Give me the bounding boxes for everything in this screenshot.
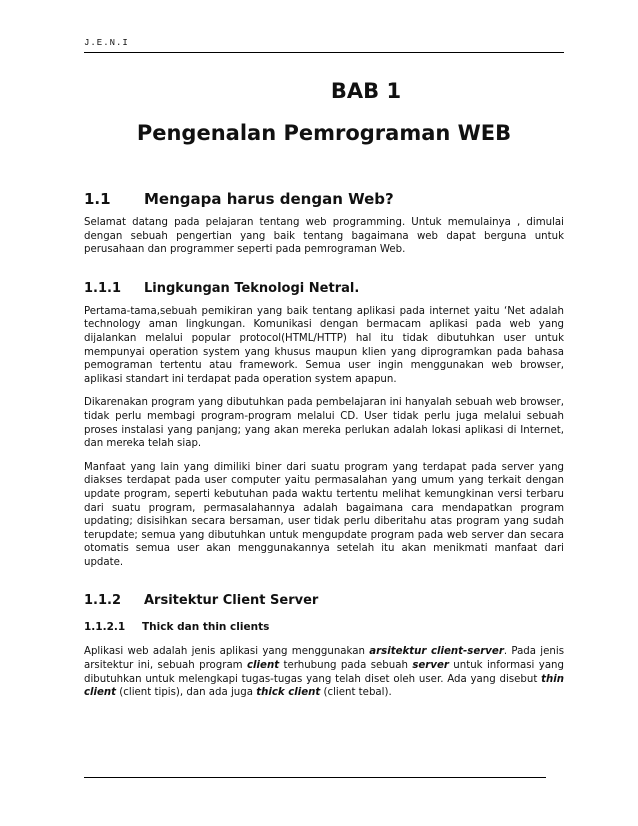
- chapter-heading: [84, 78, 564, 146]
- paragraph: Selamat datang pada pelajaran tentang web programming. Untuk memulainya , dimulai dengan sebuah pengertian yang baik tentang bagaimana web dapat berguna untuk perusahaan dan programmer seperti pada pemrograman Web.: [84, 217, 564, 256]
- section-heading-1-1-2-1: [84, 619, 564, 635]
- emphasis-term: thick client: [256, 687, 321, 699]
- section-heading-1-1: [84, 188, 564, 210]
- paragraph: Pertama-tama,sebuah pemikiran yang baik tentang aplikasi pada internet yaitu ‘Net adalah technology aman lingkungan. Komunikasi dengan bermacam aplikasi pada web yang dijalankan melalui popular protocol(HTML/HTTP) hal itu tidak dibutuhkan user untuk mempunyai operation system yang khusus maupun klien yang diprogramkan pada bahasa pemograman tertentu atau framework. Semua user ingin menggunakan web browser, aplikasi standart ini terdapat pada operation system apapun.: [84, 305, 564, 385]
- emphasis-term: server: [412, 660, 449, 672]
- paragraph: [84, 645, 564, 699]
- section-heading-1-1-1: [84, 279, 564, 299]
- text-run: (client tebal).: [320, 687, 392, 699]
- emphasis-term: thin client: [84, 673, 564, 699]
- text-run: (client tipis), dan ada juga: [116, 687, 257, 699]
- section-heading-1-1-2: [84, 591, 564, 611]
- section-title: Mengapa harus dengan Web?: [144, 190, 394, 208]
- paragraph: Dikarenakan program yang dibutuhkan pada pembelajaran ini hanyalah sebuah web browser, tidak perlu membagi program-program melalui CD. User tidak perlu juga melalui sebuah proses instalasi yang panjang; yang akan mereka perlukan adalah lokasi aplikasi di Internet, dan mereka telah siap.: [84, 397, 564, 450]
- footer-rule: [84, 777, 546, 778]
- chapter-title: Pengenalan Pemrograman WEB: [136, 121, 512, 145]
- emphasis-term: arsitektur client-server: [369, 646, 504, 658]
- section-title: Arsitektur Client Server: [144, 593, 319, 609]
- document-body: [84, 188, 564, 700]
- text-run: . Pada jenis arsitektur ini, sebuah program: [84, 646, 564, 672]
- text-run: Aplikasi web adalah jenis aplikasi yang menggunakan: [84, 646, 370, 658]
- header-text: J.E.N.I: [84, 38, 129, 48]
- text-run: untuk informasi yang dibutuhkan untuk melengkapi tugas-tugas yang telah diset oleh user. Ada yang disebut: [84, 660, 564, 685]
- section-number: 1.1.2.1: [84, 621, 126, 634]
- paragraph: Manfaat yang lain yang dimiliki biner dari suatu program yang terdapat pada server yang diakses terdapat pada user computer yaitu permasalahan yang umum yang terkait dengan update program, seperti kebutuhan pada waktu tertentu melihat kemungkinan versi terbaru dari suatu program, permasalahannya adalah bagaimana cara mendapatkan program updating; disisihkan secara bersaman, user tidak perlu diberitahu atas program yang sudah terupdate; semua yang dibutuhkan untuk mengupdate program pada web server dan secara otomatis semua user akan menggunakannya setelah itu akan menikmati manfaat dari update.: [84, 461, 564, 568]
- running-header: [84, 38, 564, 53]
- text-run: terhubung pada sebuah: [279, 660, 413, 672]
- section-number: 1.1: [84, 190, 111, 208]
- section-title: Thick dan thin clients: [142, 621, 270, 634]
- section-title: Lingkungan Teknologi Netral.: [144, 280, 360, 296]
- emphasis-term: client: [247, 660, 280, 672]
- section-number: 1.1.2: [84, 593, 122, 609]
- section-number: 1.1.1: [84, 280, 122, 296]
- chapter-number: BAB 1: [330, 79, 402, 103]
